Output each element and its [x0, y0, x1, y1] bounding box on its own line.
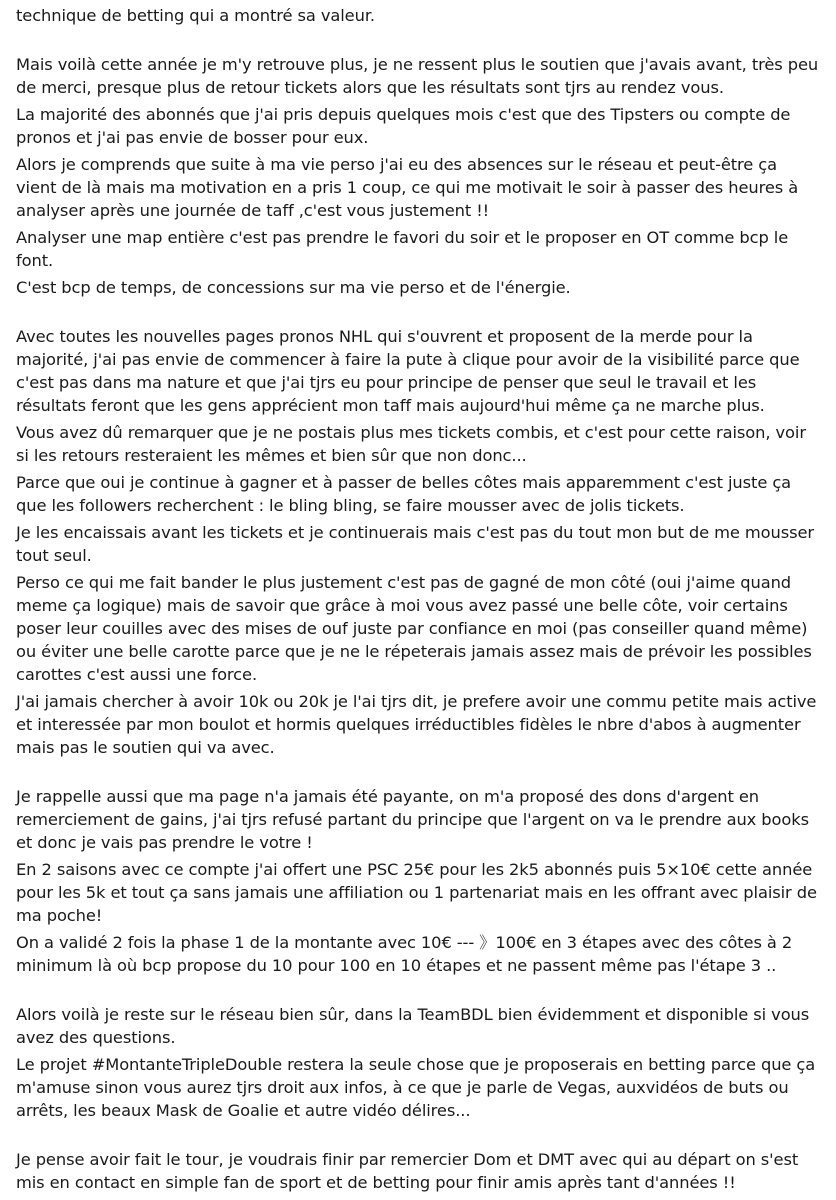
- paragraph-time: C'est bcp de temps, de concessions sur ma vie perso et de l'énergie.: [16, 278, 571, 297]
- paragraph-project: Le projet #MontanteTripleDouble restera la seule chose que je proposerais en betting parce que ça m'amuse sinon vous aurez tjrs droit aux infos, à ce que je parle de Vegas, auxvidéos de buts ou arrêts, les beaux Mask de Goalie et autre vidéo délires...: [16, 1055, 816, 1120]
- paragraph-thanks: Je pense avoir fait le tour, je voudrais finir par remercier Dom et DMT avec qui au départ on s'est mis en contact en simple fan de sport et de betting pour finir amis après tant d'années !!: [16, 1150, 799, 1192]
- paragraph-motivation: Alors je comprends que suite à ma vie perso j'ai eu des absences sur le réseau et peut-être ça vient de là mais ma motivation en a pris 1 coup, ce qui me motivait le soir à passer des heures à analyser après une journée de taff ,c'est vous justement !!: [16, 155, 799, 220]
- paragraph-combis: Vous avez dû remarquer que je ne postais plus mes tickets combis, et c'est pour cette raison, voir si les retours resteraient les mêmes et bien sûr que non donc...: [16, 423, 806, 465]
- paragraph-perso: Perso ce qui me fait bander le plus justement c'est pas de gagné de mon côté (oui j'aime quand meme ça logique) mais de savoir que grâce à moi vous avez passé une belle côte, voir certains poser leur couilles avec des mises de ouf juste par confiance en moi (pas conseiller quand même) ou éviter une belle carotte parce que je ne le répeterais jamais assez mais de prévoir les possibles carottes c'est aussi une force.: [16, 573, 812, 684]
- paragraph-subscribers: La majorité des abonnés que j'ai pris depuis quelques mois c'est que des Tipsters ou compte de pronos et j'ai pas envie de bosser pour eux.: [16, 105, 791, 147]
- paragraph-analysis: Analyser une map entière c'est pas prendre le favori du soir et le proposer en OT comme bcp le font.: [16, 228, 789, 270]
- paragraph-intro-end: technique de betting qui a montré sa valeur.: [16, 6, 375, 25]
- paragraph-bling: Parce que oui je continue à gagner et à passer de belles côtes mais apparemment c'est juste ça que les followers recherchent : le bling bling, se faire mousser avec de jolis tickets.: [16, 473, 792, 515]
- paragraph-no-support: Mais voilà cette année je m'y retrouve plus, je ne ressent plus le soutien que j'avais avant, très peu de merci, presque plus de retour tickets alors que les résultats sont tjrs au rendez vous.: [16, 55, 819, 97]
- paragraph-encaissais: Je les encaissais avant les tickets et je continuerais mais c'est pas du tout mon but de me mousser tout seul.: [16, 523, 815, 565]
- paragraph-montante: On a validé 2 fois la phase 1 de la montante avec 10€ --- 》100€ en 3 étapes avec des côtes à 2 minimum là où bcp propose du 10 pour 100 en 10 étapes et ne passent même pas l'étape 3 ..: [16, 933, 793, 975]
- paragraph-new-pages: Avec toutes les nouvelles pages pronos NHL qui s'ouvrent et proposent de la merde pour la majorité, j'ai pas envie de commencer à faire la pute à clique pour avoir de la visibilité parce que c'est pas dans ma nature et que j'ai tjrs eu pour principe de penser que seul le travail et les résultats feront que les gens apprécient mon taff mais aujourd'hui même ça ne marche plus.: [16, 327, 800, 415]
- paragraph-free-page: Je rappelle aussi que ma page n'a jamais été payante, on m'a proposé des dons d'argent en remerciement de gains, j'ai tjrs refusé partant du principe que l'argent on va le prendre aux books et donc je vais pas prendre le votre !: [16, 787, 809, 852]
- paragraph-staying: Alors voilà je reste sur le réseau bien sûr, dans la TeamBDL bien évidemment et disponible si vous avez des questions.: [16, 1005, 810, 1047]
- paragraph-giveaways: En 2 saisons avec ce compte j'ai offert une PSC 25€ pour les 2k5 abonnés puis 5×10€ cette année pour les 5k et tout ça sans jamais une affiliation ou 1 partenariat mais en les offrant avec plaisir de ma poche!: [16, 860, 817, 925]
- paragraph-followers: J'ai jamais chercher à avoir 10k ou 20k je l'ai tjrs dit, je prefere avoir une commu petite mais active et interessée par mon boulot et hormis quelques irréductibles fidèles le nbre d'abos à augmenter mais pas le soutien qui va avec.: [16, 692, 817, 757]
